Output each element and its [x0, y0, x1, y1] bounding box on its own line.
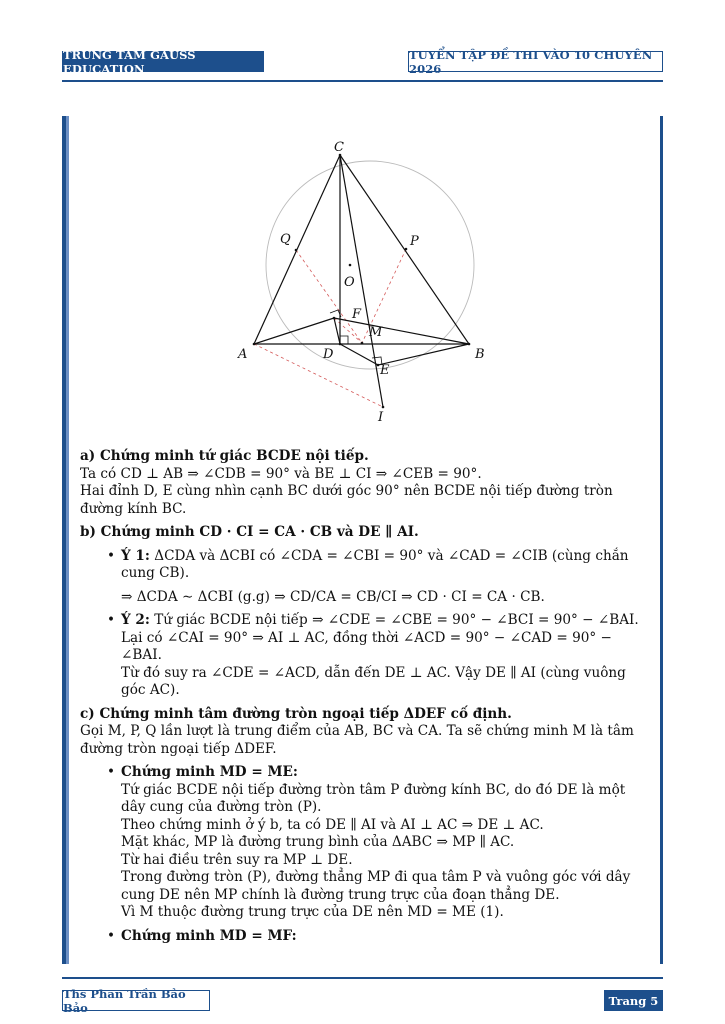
part-c-title: c) Chứng minh tâm đường tròn ngoại tiếp ΔDEF cố định.	[80, 705, 512, 722]
solution-content	[80, 442, 645, 951]
label-P: P	[410, 234, 419, 249]
label-D: D	[323, 347, 334, 362]
label-Q: Q	[280, 232, 291, 247]
part-c-p1-l3: Mặt khác, MP là đường trung bình của ΔABC ⇒ MP ∥ AC.	[121, 834, 515, 850]
label-B: B	[475, 347, 485, 362]
label-E: E	[380, 363, 390, 378]
part-b-y2-line2: Lại có ∠CAI = 90° ⇒ AI ⊥ AC, đồng thời ∠ACD = 90° − ∠CAD = 90° − ∠BAI.	[121, 629, 612, 663]
part-c-p1-l2: Theo chứng minh ở ý b, ta có DE ∥ AI và AI ⊥ AC ⇒ DE ⊥ AC.	[121, 816, 544, 833]
part-c-md-me: • Chứng minh MD = ME: Tứ giác BCDE nội tiếp đường tròn tâm P đường kính BC, do đó DE là một dây cung của đường tròn (P). Theo chứng minh ở ý b, ta có DE ∥ AI và AI ⊥ AC ⇒ DE ⊥ AC. Mặt khác, MP là đường trung bình của ΔABC ⇒ MP ∥ AC. Từ hai điều trên suy ra MP ⊥ DE. Trong đường tròn (P), đường thẳng MP đi qua tâm P và vuông góc với dây cung DE nên MP chính là đường trung trực của đoạn thẳng DE. Vì M thuộc đường trung trực của DE nên MD = ME (1).	[80, 764, 645, 922]
footer-page-number: Trang 5	[604, 990, 663, 1011]
part-c-list	[80, 764, 645, 945]
part-a-title: a) Chứng minh tứ giác BCDE nội tiếp.	[80, 448, 369, 464]
part-c-p1-l5: Trong đường tròn (P), đường thẳng MP đi qua tâm P và vuông góc với dây cung DE nên MP chính là đường trung trực của đoạn thẳng DE.	[121, 869, 631, 903]
part-c-p1-title: Chứng minh MD = ME:	[121, 764, 298, 780]
footer-rule	[62, 977, 663, 979]
part-c-p1-l1: Tứ giác BCDE nội tiếp đường tròn tâm P đường kính BC, do đó DE là một dây cung của đường tròn (P).	[121, 781, 626, 815]
part-c-p1-l4: Từ hai điều trên suy ra MP ⊥ DE.	[121, 851, 353, 868]
header-book-title: TUYỂN TẬP ĐỀ THI VÀO 10 CHUYÊN 2026	[408, 51, 663, 72]
part-b-title: b) Chứng minh CD · CI = CA · CB và DE ∥ AI.	[80, 524, 419, 540]
part-b-y2-line1: Tứ giác BCDE nội tiếp ⇒ ∠CDE = ∠CBE = 90° − ∠BCI = 90° − ∠BAI.	[154, 612, 639, 628]
label-O: O	[344, 275, 355, 290]
part-b-y2-line3: Từ đó suy ra ∠CDE = ∠ACD, dẫn đến DE ⊥ AC. Vậy DE ∥ AI (cùng vuông góc AC).	[121, 664, 626, 698]
part-b-y2: • Ý 2: Tứ giác BCDE nội tiếp ⇒ ∠CDE = ∠CBE = 90° − ∠BCI = 90° − ∠BAI. Lại có ∠CAI = 90° ⇒ AI ⊥ AC, đồng thời ∠ACD = 90° − ∠CAD = 90° − ∠BAI. Từ đó suy ra ∠CDE = ∠ACD, dẫn đến DE ⊥ AC. Vậy DE ∥ AI (cùng vuông góc AC).	[80, 612, 645, 700]
part-c-intro: Gọi M, P, Q lần lượt là trung điểm của AB, BC và CA. Ta sẽ chứng minh M là tâm đường tròn ngoại tiếp ΔDEF.	[80, 723, 634, 757]
footer-author: Ths Phan Trần Bảo Bảo	[62, 990, 210, 1011]
part-c-p1-l6: Vì M thuộc đường trung trực của DE nên MD = ME (1).	[121, 904, 504, 920]
label-I: I	[378, 410, 384, 425]
part-b-list	[80, 548, 645, 700]
label-A: A	[238, 347, 248, 362]
part-b-y1-line1: ΔCDA và ΔCBI có ∠CDA = ∠CBI = 90° và ∠CAD = ∠CIB (cùng chắn cung CB).	[121, 547, 629, 581]
geometry-figure	[230, 136, 506, 428]
part-a-line2: Hai đỉnh D, E cùng nhìn cạnh BC dưới góc 90° nên BCDE nội tiếp đường tròn đường kính BC.	[80, 483, 613, 517]
part-b-y1-label: Ý 1:	[121, 547, 150, 564]
part-c-md-mf: • Chứng minh MD = MF:	[107, 927, 297, 944]
part-a-line1: Ta có CD ⊥ AB ⇒ ∠CDB = 90° và BE ⊥ CI ⇒ ∠CEB = 90°.	[80, 465, 482, 482]
part-c-p2-title: Chứng minh MD = MF:	[121, 927, 297, 944]
label-F: F	[352, 307, 362, 322]
part-b-y1: • Ý 1: ΔCDA và ΔCBI có ∠CDA = ∠CBI = 90° và ∠CAD = ∠CIB (cùng chắn cung CB). ⇒ ΔCDA ∼ ΔCBI (g.g) ⇒ CD/CA = CB/CI ⇒ CD · CI = CA · CB.	[80, 548, 645, 607]
label-M: M	[369, 325, 383, 340]
part-b-y2-label: Ý 2:	[121, 612, 150, 628]
label-C: C	[334, 140, 344, 155]
header-rule	[62, 80, 663, 82]
part-b-y1-line2: ⇒ ΔCDA ∼ ΔCBI (g.g) ⇒ CD/CA = CB/CI ⇒ CD · CI = CA · CB.	[121, 588, 545, 605]
header-center-name: TRUNG TÂM GAUSS EDUCATION	[62, 51, 264, 72]
